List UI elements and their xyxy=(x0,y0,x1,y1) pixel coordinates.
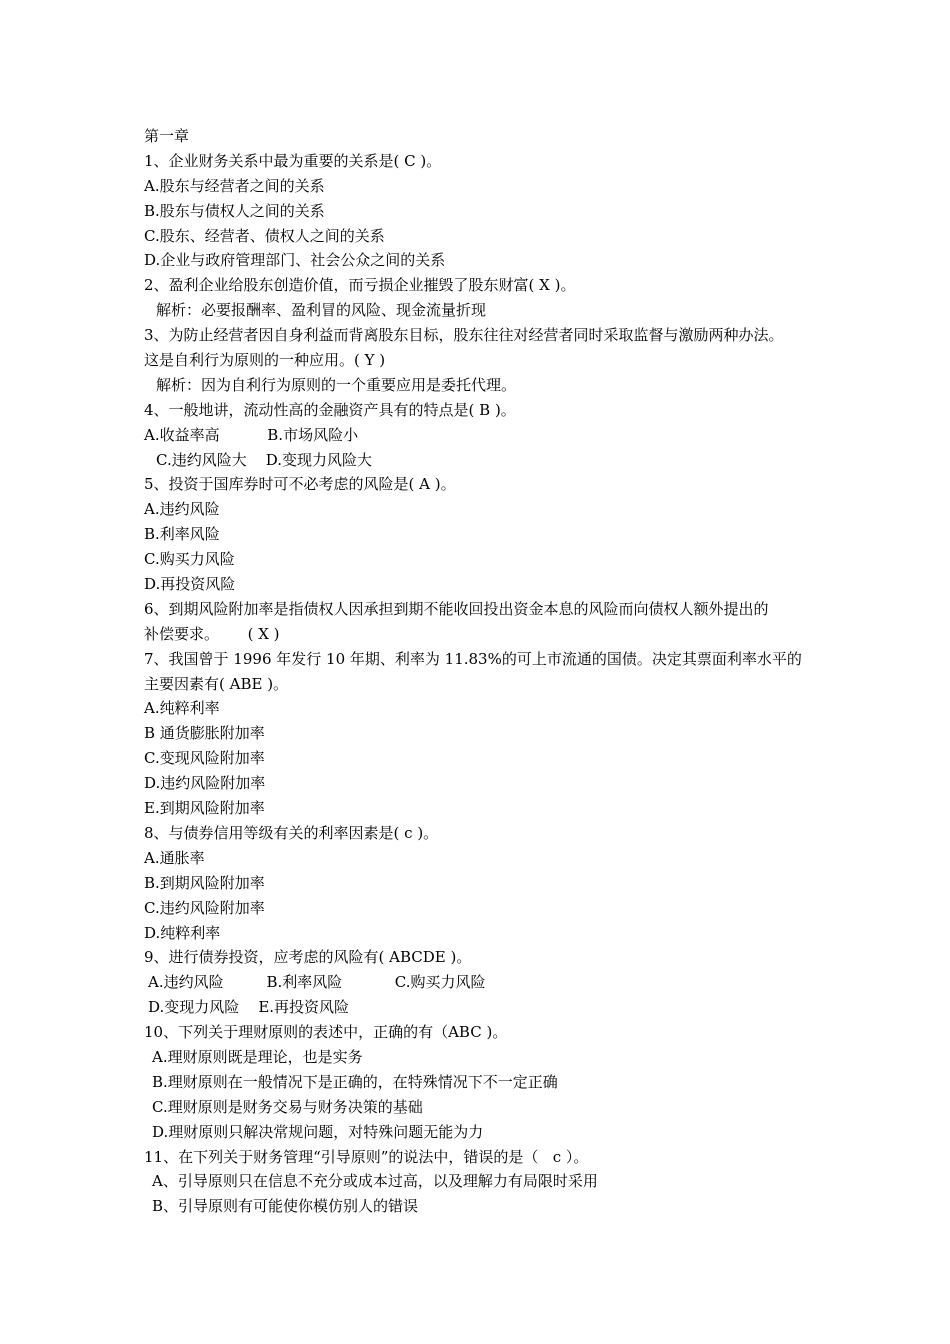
text-line: E.到期风险附加率 xyxy=(144,799,265,818)
text-line: 2、盈利企业给股东创造价值，而亏损企业摧毁了股东财富( X )。 xyxy=(144,276,576,295)
text-line: C.理财原则是财务交易与财务决策的基础 xyxy=(152,1097,423,1116)
text-line: 4、一般地讲，流动性高的金融资产具有的特点是( B )。 xyxy=(144,400,516,419)
text-line: 5、投资于国库券时可不必考虑的风险是( A )。 xyxy=(144,475,456,494)
text-line: B.理财原则在一般情况下是正确的，在特殊情况下不一定正确 xyxy=(152,1072,558,1091)
text-line: 6、到期风险附加率是指债权人因承担到期不能收回投出资金本息的风险而向债权人额外提出的 xyxy=(144,599,769,618)
text-line: D.再投资风险 xyxy=(144,575,236,594)
text-line: 主要因素有( ABE )。 xyxy=(144,674,289,693)
text-line: B.到期风险附加率 xyxy=(144,873,265,892)
text-line: C.违约风险大 D.变现力风险大 xyxy=(156,450,373,469)
text-line: D.企业与政府管理部门、社会公众之间的关系 xyxy=(144,251,446,270)
text-line: 9、进行债券投资，应考虑的风险有( ABCDE )。 xyxy=(144,948,472,967)
text-line: D.理财原则只解决常规问题，对特殊问题无能为力 xyxy=(152,1122,484,1141)
text-line: 11、在下列关于财务管理“引导原则”的说法中，错误的是（ c ）。 xyxy=(144,1147,589,1166)
text-line: C.变现风险附加率 xyxy=(144,749,265,768)
text-line: A、引导原则只在信息不充分或成本过高，以及理解力有局限时采用 xyxy=(152,1172,598,1191)
text-line: C.违约风险附加率 xyxy=(144,898,265,917)
text-line: C.购买力风险 xyxy=(144,550,235,569)
document-body xyxy=(0,124,950,1219)
text-line: A.股东与经营者之间的关系 xyxy=(144,176,325,195)
text-line: A.通胀率 xyxy=(144,848,205,867)
text-line: 解析：因为自利行为原则的一个重要应用是委托代理。 xyxy=(156,375,517,394)
text-line: 补偿要求。 ( X ) xyxy=(144,624,280,643)
text-line: 第一章 xyxy=(144,127,190,145)
text-line: D.变现力风险 E.再投资风险 xyxy=(148,998,350,1017)
text-line: A.纯粹利率 xyxy=(144,699,220,718)
text-line: C.股东、经营者、债权人之间的关系 xyxy=(144,226,385,245)
text-line: B.利率风险 xyxy=(144,525,220,544)
text-line: 10、下列关于理财原则的表述中，正确的有（ABC )。 xyxy=(144,1023,508,1042)
text-line: B.股东与债权人之间的关系 xyxy=(144,201,325,220)
text-line: D.违约风险附加率 xyxy=(144,774,266,793)
text-line: 这是自利行为原则的一种应用。( Y ) xyxy=(144,351,386,370)
text-line: A.违约风险 B.利率风险 C.购买力风险 xyxy=(148,973,486,992)
text-line: 解析：必要报酬率、盈利冒的风险、现金流量折现 xyxy=(156,301,487,320)
text-line: A.理财原则既是理论，也是实务 xyxy=(152,1047,363,1066)
text-line: A.收益率高 B.市场风险小 xyxy=(144,425,359,444)
text-line: D.纯粹利率 xyxy=(144,923,221,942)
text-line: 7、我国曾于 1996 年发行 10 年期、利率为 11.83%的可上市流通的国债。决定其票面利率水平的 xyxy=(144,649,802,668)
text-line: B 通货膨胀附加率 xyxy=(144,724,265,743)
text-line: A.违约风险 xyxy=(144,500,220,519)
text-line: 3、为防止经营者因自身利益而背离股东目标，股东往往对经营者同时采取监督与激励两种办法。 xyxy=(144,326,784,345)
text-line: 1、企业财务关系中最为重要的关系是( C )。 xyxy=(144,151,442,170)
text-line: B、引导原则有可能使你模仿别人的错误 xyxy=(152,1197,419,1216)
text-line: 8、与债券信用等级有关的利率因素是( c )。 xyxy=(144,823,439,842)
